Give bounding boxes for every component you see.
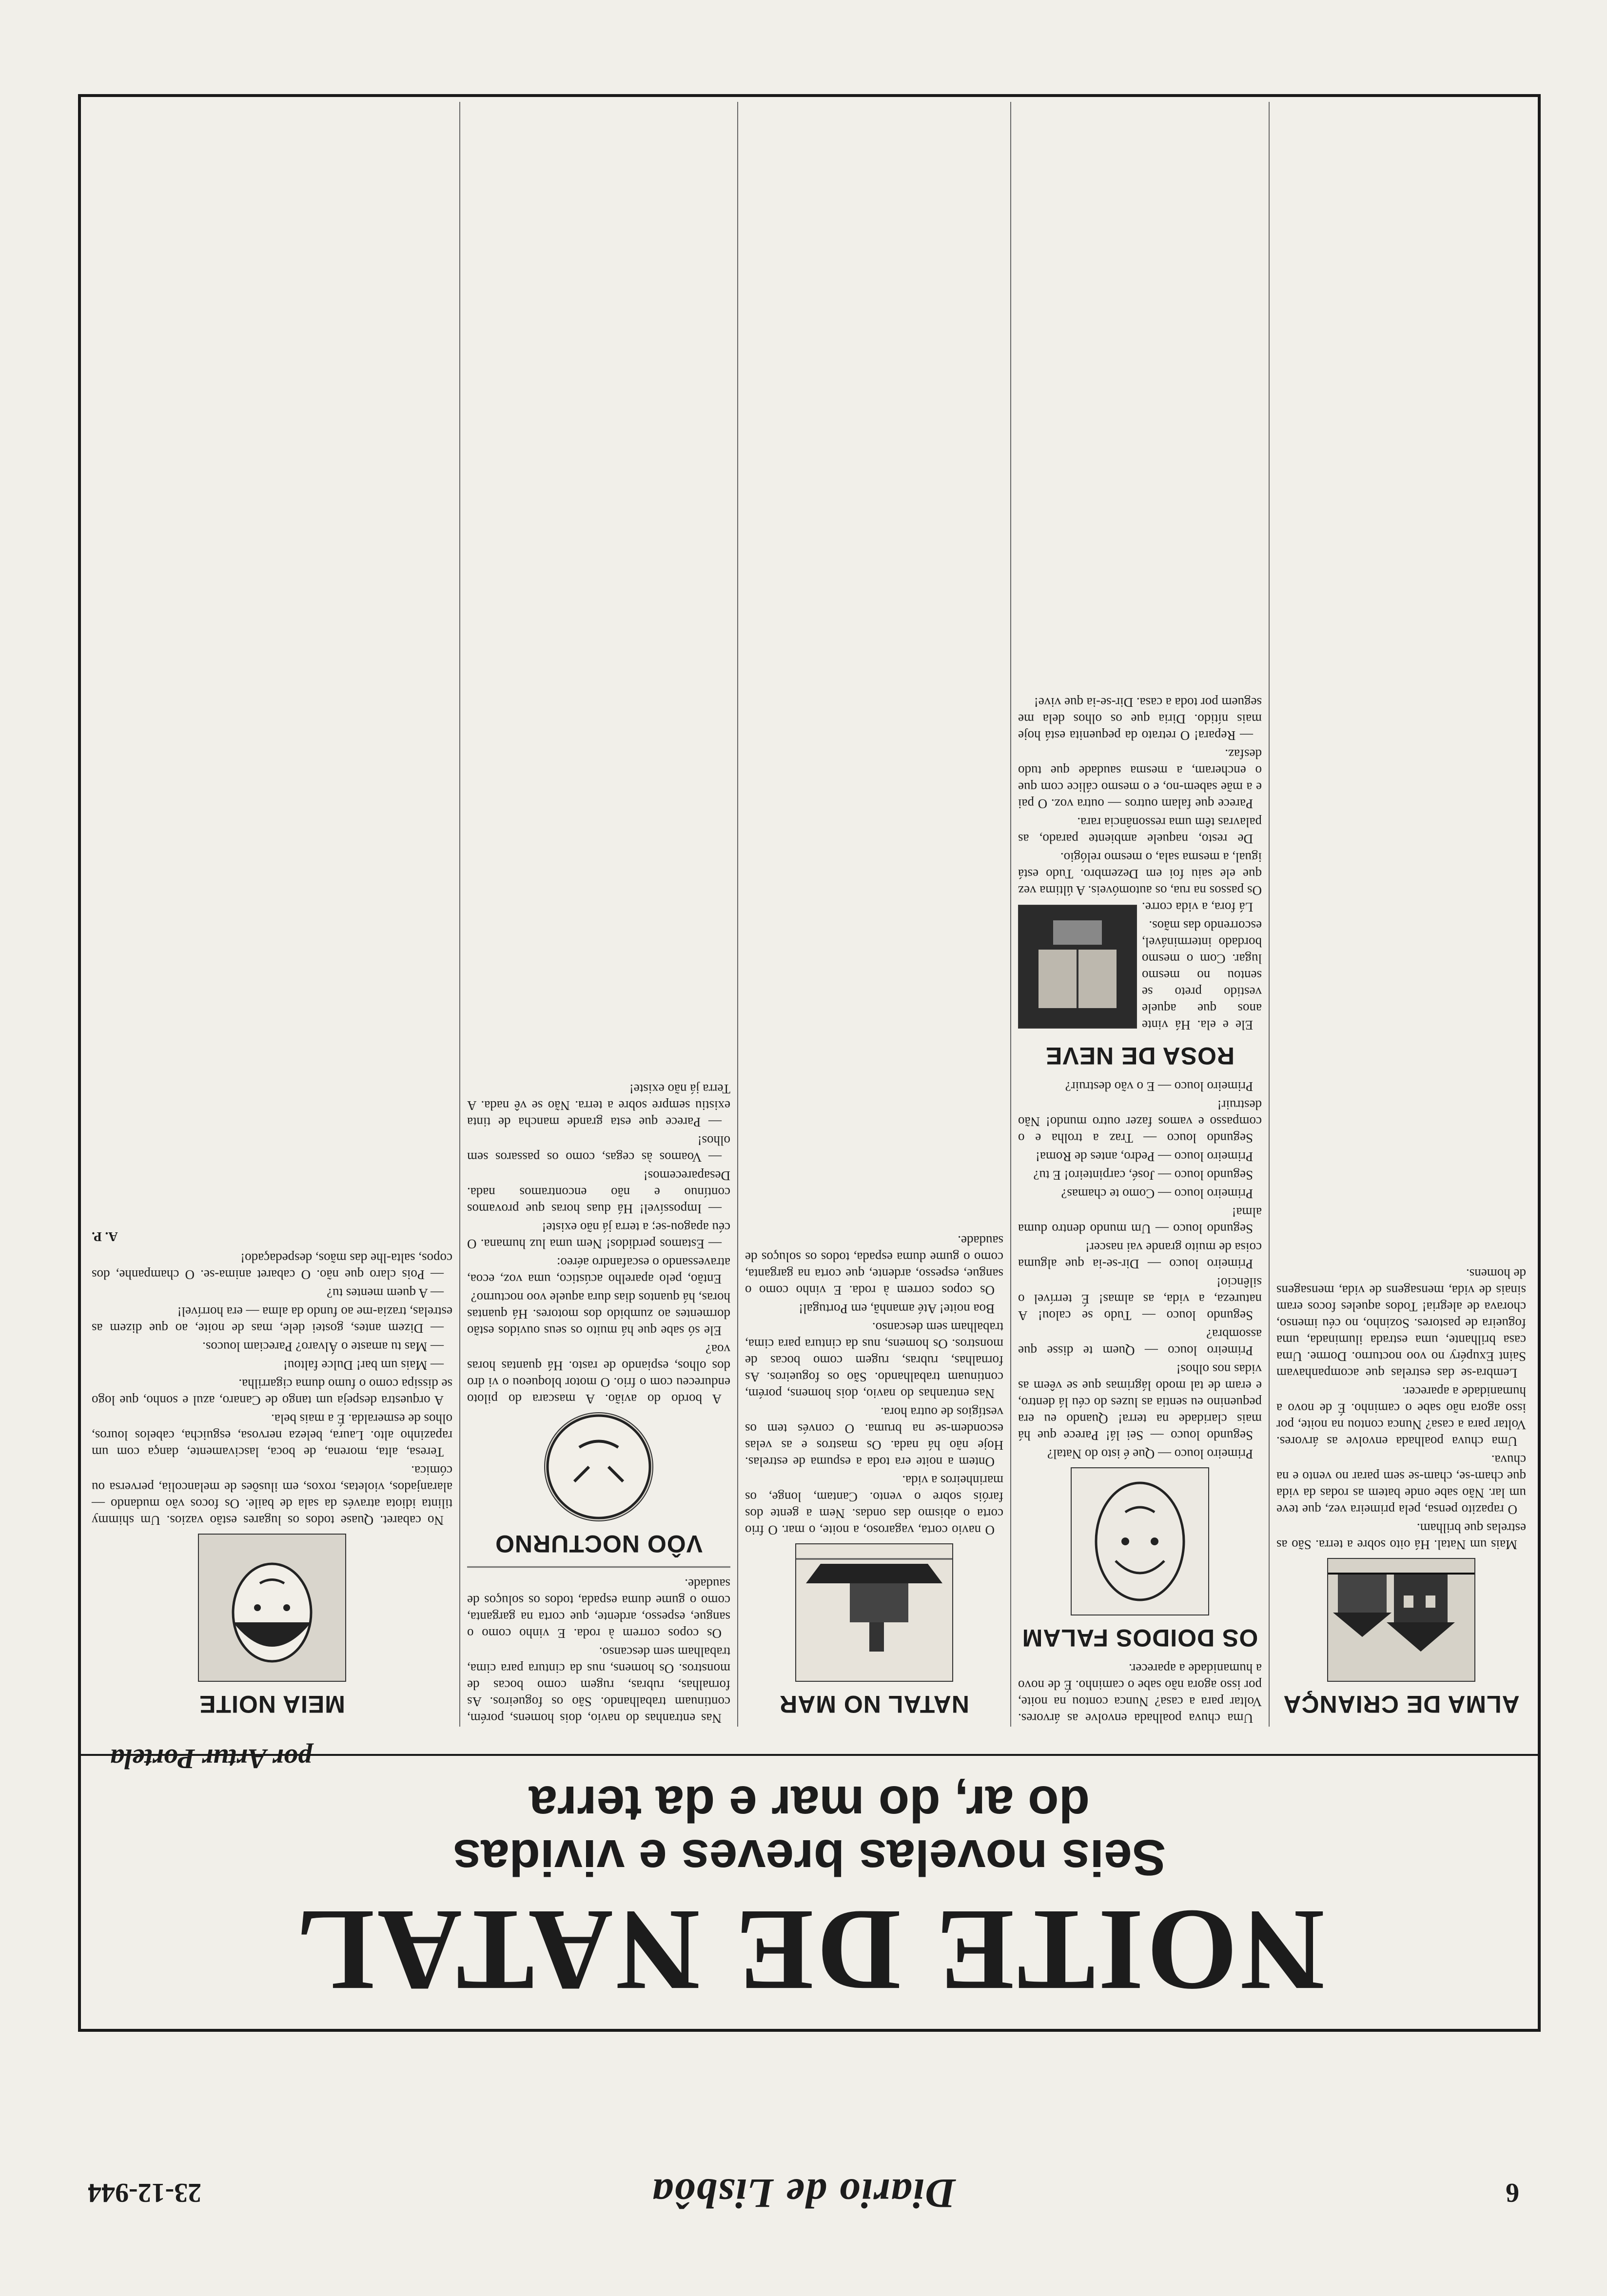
story-paragraph: Primeiro louco — Como te chamas? — [1061, 1187, 1253, 1201]
ship-illustration — [795, 1543, 953, 1682]
story-paragraph: Nas entranhas do navio, dois homens, porém, continuam trabalhando. São os fogueiros. As fornalhas, rubras, rugem como bocas de monstros. Os homens, nus da cintura para cima, trabalham sem descanso. — [467, 1645, 730, 1726]
article-body — [86, 102, 1533, 1727]
story-paragraph: Primeiro louco — Que é isto do Natal? — [1047, 1447, 1253, 1461]
author-signature: A. P. — [92, 1229, 118, 1244]
story-paragraph: Primeiro louco — Pedro, antes de Roma! — [1035, 1149, 1253, 1164]
article-frame — [78, 94, 1541, 2032]
story-paragraph: Uma chuva poalhada envolve as árvores. Voltar para a casa? Nunca contou na noite, por isso agora não sabe o caminho. É de novo a humanidade a aparecer. — [1018, 1661, 1262, 1726]
story-paragraph: — A quem mentes tu? — [327, 1286, 444, 1301]
story-paragraph: — Voamos às cegas, como os passaros sem olhos! — [467, 1133, 730, 1165]
column-5 — [85, 102, 460, 1727]
column-1 — [1270, 102, 1533, 1727]
story-paragraph: Uma chuva poalhada envolve as árvores. Voltar para a casa? Nunca contou na noite, por isso agora não sabe o caminho. É de novo a humanidade a aparecer. — [1276, 1384, 1526, 1449]
byline: por Artur Portela — [110, 1743, 312, 1775]
story-paragraph: Ele e ela. Há vinte anos que aquele vestido preto se sentou no mesmo lugar. Com o mesmo bordado interminável, escorrendo das mãos. — [1142, 918, 1262, 1032]
story-paragraph: Então, pelo aparelho acústico, uma voz, ecoa, atravessando o escafandro aéreo: — [467, 1255, 730, 1286]
article-title: NOITE DE NATAL — [294, 1886, 1325, 2016]
interior-illustration — [1018, 905, 1137, 1029]
story-paragraph: — Parece que esta grande mancha de tinta existiu sempre sobre a terra. Não se vê nada. A Terra já não existe! — [467, 1082, 730, 1129]
story-title: ROSA DE NEVE — [1045, 1042, 1235, 1070]
story-paragraph: — Impossível! Há duas horas que provamos contínuo e não encontramos nada. Desaparecemos! — [467, 1168, 730, 1216]
column-2 — [1011, 102, 1270, 1727]
story-paragraph: Segundo louco — Tudo se calou! A natureza, a vida, as almas! É terrível o silêncio! — [1018, 1275, 1262, 1323]
story-paragraph: O navio corta, vagaroso, a noite, o mar. O frio corta o abismo das ondas. Nem a gente dos faróis sobre o vento. Cantam, longe, os marinheiros a vida. — [745, 1473, 1003, 1537]
issue-date: 23-12-944 — [88, 2178, 202, 2208]
story-paragraph: Nas entranhas do navio, dois homens, porém, continuam trabalhando. São os fogueiros. As fornalhas, rubras, rugem como bocas de monstros. Os homens, nus da cintura para cima, trabalham sem descanso. — [745, 1320, 1003, 1401]
story-paragraph: Lá fora, a vida corre. Os passos na rua, os automóveis. A última vez que ele saiu foi em Dezembro. Tudo está igual, a mesma sala, o mesmo relógio. — [1018, 850, 1262, 915]
story-paragraph: — Repara! O retrato da pequenita está hoje mais nítido. Diria que os olhos dela me seguem por toda a casa. Dir-se-ia que vive! — [1018, 695, 1262, 743]
story-title: ALMA DE CRIANÇA — [1283, 1691, 1520, 1718]
story-paragraph: — Dizem antes, gostei dele, mas de noite, ao que dizem as estrelas, trazia-me ao fundo da alma — era horrível! — [92, 1304, 452, 1336]
story-title: OS DOIDOS FALAM — [1021, 1624, 1258, 1652]
story-title: NATAL NO MAR — [779, 1691, 969, 1718]
story-paragraph: — Mas tu amaste o Álvaro? Pareciam loucos. — [202, 1340, 444, 1354]
story-paragraph: — Estamos perdidos! Nem uma luz humana. O céu apagou-se; a terra já não existe! — [467, 1220, 730, 1251]
story-paragraph: Mais um Natal. Há oito sobre a terra. São as estrelas que brilham. — [1276, 1521, 1526, 1552]
story-paragraph: Ontem a noite era toda a espuma de estrelas. Hoje não há nada. Os mastros e as velas escondem-se na bruma. O convés tem os vestígios de outra hora. — [745, 1405, 1003, 1469]
story-paragraph: No cabaret. Quase todos os lugares estão vazios. Um shimmy tilinta idiota através da sala de baile. Os focos vão mudando — alaranjados, violetas, roxos, em ilusões de melancolia, perversa ou cómica. — [92, 1463, 452, 1528]
story-paragraph: Teresa, alta, morena, de boca, lascivamente, dança com um rapazinho alto. Laura, beleza nervosa, esguicha, cabelos louros, olhos de esmeralda. É a mais bela. — [92, 1412, 452, 1459]
article-subtitle: Seis novelas breves e vividas — [452, 1829, 1166, 1886]
page-header — [88, 2160, 1519, 2218]
houses-illustration — [1327, 1558, 1475, 1682]
column-4 — [460, 102, 738, 1727]
story-paragraph: Boa noite! Até amanhã, em Portugal! — [799, 1302, 995, 1316]
story-title: MEIA NOITE — [199, 1691, 345, 1718]
story-paragraph: Primeiro louco — Quem te disse que assombra? — [1018, 1327, 1262, 1358]
story-paragraph: Primeiro louco — E o vão destruir? — [1065, 1079, 1253, 1094]
story-paragraph: Segundo louco — Traz a trolha e o compasso e vamos fazer outro mundo! Não destruir! — [1018, 1098, 1262, 1146]
article-subtitle-2: do ar, do mar e da terra — [529, 1775, 1090, 1832]
story-paragraph: De resto, naquele ambiente parado, as palavras têm uma ressonância rara. — [1018, 815, 1262, 846]
story-paragraph: — Mais um bar! Dulce faltou! — [283, 1358, 444, 1373]
newspaper-name: Diario de Lisbôa — [651, 2170, 956, 2217]
story-paragraph: A orquestra despeja um tango de Canaro, azul e sonho, que logo se dissipa como o fumo duma cigarrilha. — [92, 1377, 452, 1408]
column-3 — [738, 102, 1011, 1727]
story-title: VÔO NOCTURNO — [495, 1530, 703, 1557]
story-paragraph: — Pois claro que não. O cabaret anima-se. O champanhe, dos copos, salta-lhe das mãos, despedaçado! — [92, 1251, 452, 1282]
woman-portrait-illustration — [198, 1534, 346, 1682]
story-paragraph: Segundo louco — Sei lá! Parece que há mais claridade na terra! Quando eu era pequenino eu sentia as luzes do céu lá dentro, e eram de tal modo lágrimas que se vêem as vidas nos olhos! — [1018, 1362, 1262, 1443]
story-paragraph: Parece que falam outros — outra voz. O pai e a mãe sabem-no, e o mesmo cálice com que o encheram, a mesma saudade que tudo desfaz. — [1018, 747, 1262, 811]
story-paragraph: A bordo do avião. A mascara do piloto endureceu com o frio. O motor bloqueou o vi dro dos olhos, espiando de rasto. Há quantas horas voa? — [467, 1342, 730, 1406]
story-paragraph: Ele só sabe que há muito os seus ouvidos estão dormentes ao zumbido dos motores. Há quantas horas, há quantos dias dura aquele voo nocturno? — [467, 1290, 730, 1338]
pilot-mask-illustration — [544, 1412, 653, 1521]
story-paragraph: Primeiro louco — Dir-se-ia que alguma coisa de muito grande vai nascer! — [1018, 1240, 1262, 1271]
story-paragraph: Segundo louco — Um mundo dentro duma alma! — [1018, 1205, 1262, 1236]
story-paragraph: Lembra-se das estrelas que acompanhavam Saint Exupéry no voo nocturno. Dorme. Uma casa brilhante, uma estrada iluminada, uma fogueira de pastores. Sozinho, no céu imenso, chorava de alegria! Todos aqueles focos eram sinais de vida, mensagens de vida, mensagens de homens. — [1276, 1266, 1526, 1381]
face-sketch-illustration — [1071, 1467, 1209, 1615]
story-paragraph: Os copos correm à roda. E vinho como o sangue, espesso, ardente, que corta na garganta, como o gume duma espada, todos os soluços de saudade. — [467, 1576, 730, 1641]
story-paragraph: Segundo louco — José, carpinteiro! E tu? — [1033, 1168, 1253, 1183]
page-number: 6 — [1506, 2178, 1519, 2208]
article-masthead — [81, 1743, 1538, 2029]
story-paragraph: Os copos correm à roda. E vinho como o sangue, espesso, ardente, que corta na garganta, como o gume duma espada, todos os soluços de saudade. — [745, 1233, 1003, 1298]
story-paragraph: O rapazito pensa, pela primeira vez, que teve um lar. Não sabe onde batem as rodas da vida que cham-se, cham-se sem parar no vento e na chuva. — [1276, 1453, 1526, 1517]
